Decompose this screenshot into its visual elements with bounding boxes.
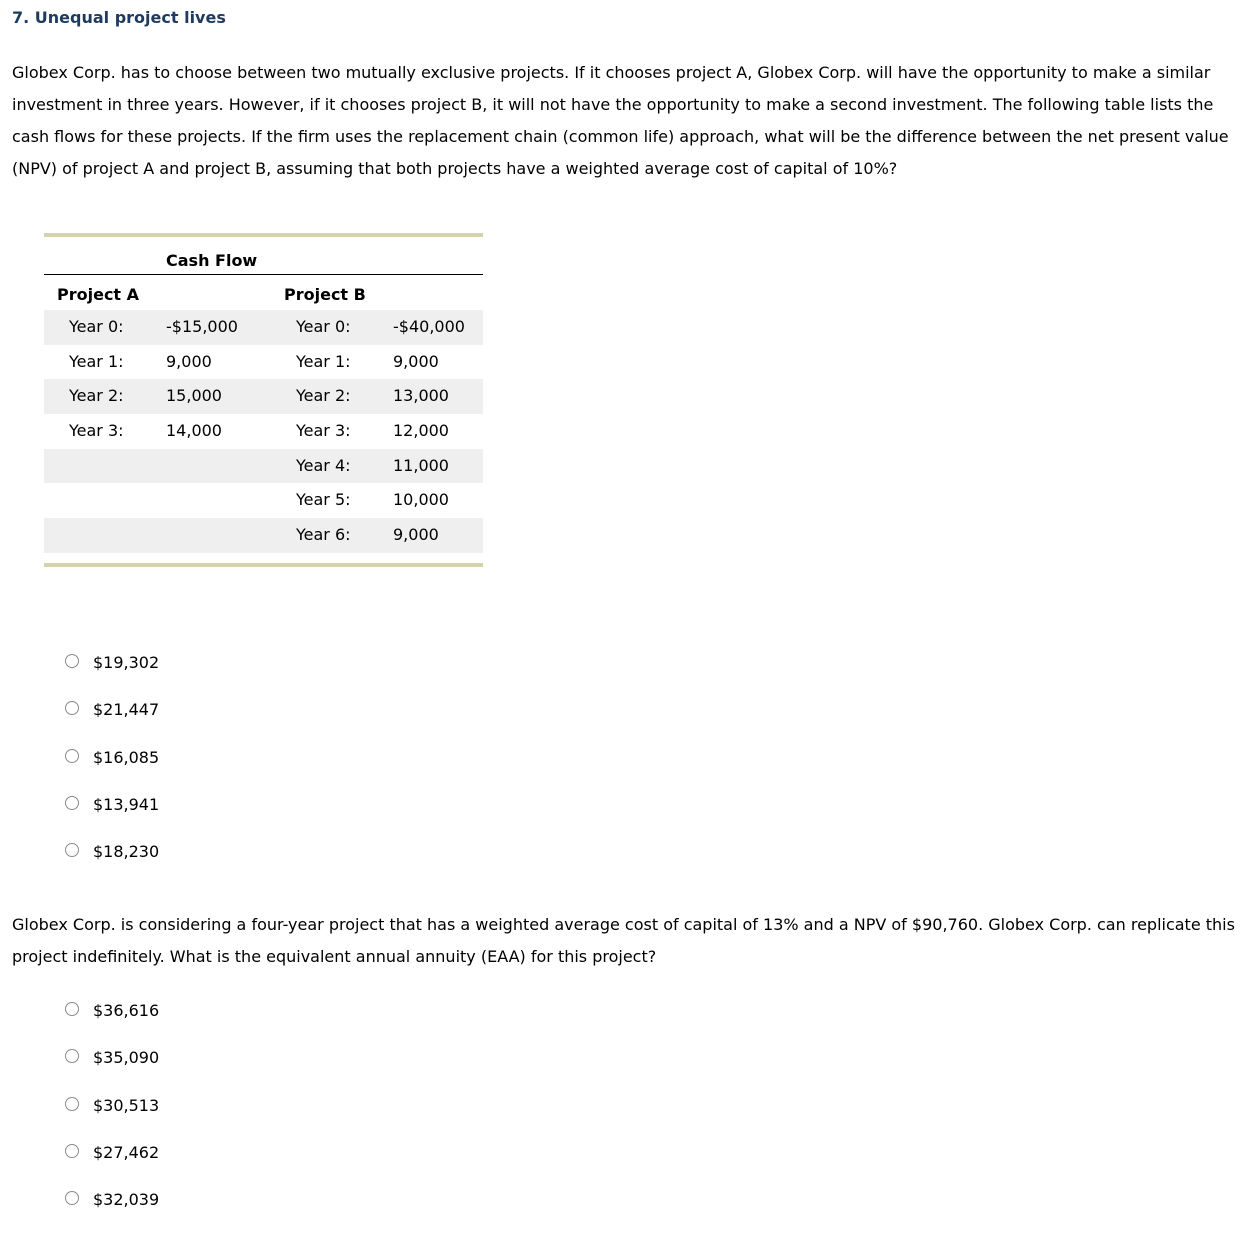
table-row: [44, 345, 483, 380]
project-a-year: Year 3:: [69, 421, 124, 441]
project-b-value: 9,000: [393, 351, 439, 371]
project-b-year: Year 3:: [296, 421, 351, 441]
project-a-value: 15,000: [166, 386, 222, 406]
project-a-year: Year 0:: [69, 317, 124, 336]
answer-option-label[interactable]: $36,616: [93, 1001, 160, 1020]
table-row: [44, 449, 483, 484]
answer-option-label[interactable]: $21,447: [93, 700, 160, 720]
cash-flow-header: Cash Flow: [166, 251, 258, 270]
answer-option-label[interactable]: $27,462: [93, 1142, 160, 1162]
radio-button[interactable]: [65, 796, 79, 810]
project-b-year: Year 6:: [296, 525, 351, 545]
project-b-year: Year 4:: [296, 455, 351, 475]
question-title: 7. Unequal project lives: [12, 8, 226, 27]
radio-button[interactable]: [65, 1097, 79, 1111]
project-b-year: Year 5:: [296, 490, 351, 510]
project-header-row: [44, 275, 483, 310]
table-row: [44, 518, 483, 553]
radio-button[interactable]: [65, 1191, 79, 1205]
project-b-year: Year 2:: [296, 386, 351, 406]
project-b-value: 10,000: [393, 490, 449, 510]
radio-button[interactable]: [65, 843, 79, 857]
answer-option-label[interactable]: $35,090: [93, 1048, 160, 1068]
project-a-header: Project A: [57, 285, 140, 304]
project-a-value: -$15,000: [166, 317, 238, 336]
table-row: [44, 414, 483, 449]
project-a-value: 14,000: [166, 421, 222, 441]
answer-option-label[interactable]: $19,302: [93, 653, 160, 672]
radio-button[interactable]: [65, 701, 79, 715]
project-b-value: 13,000: [393, 386, 449, 406]
radio-button[interactable]: [65, 1144, 79, 1158]
answer-option-label[interactable]: $16,085: [93, 747, 160, 767]
answer-option-label[interactable]: $18,230: [93, 842, 160, 861]
project-b-value: 9,000: [393, 525, 439, 545]
project-a-value: 9,000: [166, 351, 212, 371]
radio-button[interactable]: [65, 749, 79, 763]
table-row: [44, 483, 483, 518]
project-b-year: Year 0:: [296, 317, 351, 336]
table-header: [44, 237, 483, 275]
answer-option-label[interactable]: $13,941: [93, 794, 160, 814]
project-b-year: Year 1:: [296, 351, 351, 371]
table-row: [44, 310, 483, 345]
radio-button[interactable]: [65, 1049, 79, 1063]
cash-flow-table: [44, 233, 483, 567]
question1-text: Globex Corp. has to choose between two mutually exclusive projects. If it chooses project A, Globex Corp. will have the opportunity to make a similar investment in three years. However, if it chooses project B, it will not have the opportunity to make a second investment. The following table lists the cash flows for these projects. If the firm uses the replacement chain (common life) approach, what will be the difference between the net present value (NPV) of project A and project B, assuming that both projects have a weighted average cost of capital of 10%?: [12, 63, 1229, 178]
project-b-header: Project B: [284, 285, 366, 304]
radio-button[interactable]: [65, 1002, 79, 1016]
project-a-year: Year 1:: [69, 351, 124, 371]
answer-option-label[interactable]: $30,513: [93, 1095, 160, 1115]
project-b-value: 11,000: [393, 455, 449, 475]
project-a-year: Year 2:: [69, 386, 124, 406]
question2-text: Globex Corp. is considering a four-year project that has a weighted average cost of capital of 13% and a NPV of $90,760. Globex Corp. can replicate this project indefinitely. What is the equivalent annual annuity (EAA) for this project?: [12, 915, 1235, 966]
table-row: [44, 379, 483, 414]
project-b-value: -$40,000: [393, 317, 465, 336]
project-b-value: 12,000: [393, 421, 449, 441]
answer-option-label[interactable]: $32,039: [93, 1190, 160, 1209]
radio-button[interactable]: [65, 654, 79, 668]
